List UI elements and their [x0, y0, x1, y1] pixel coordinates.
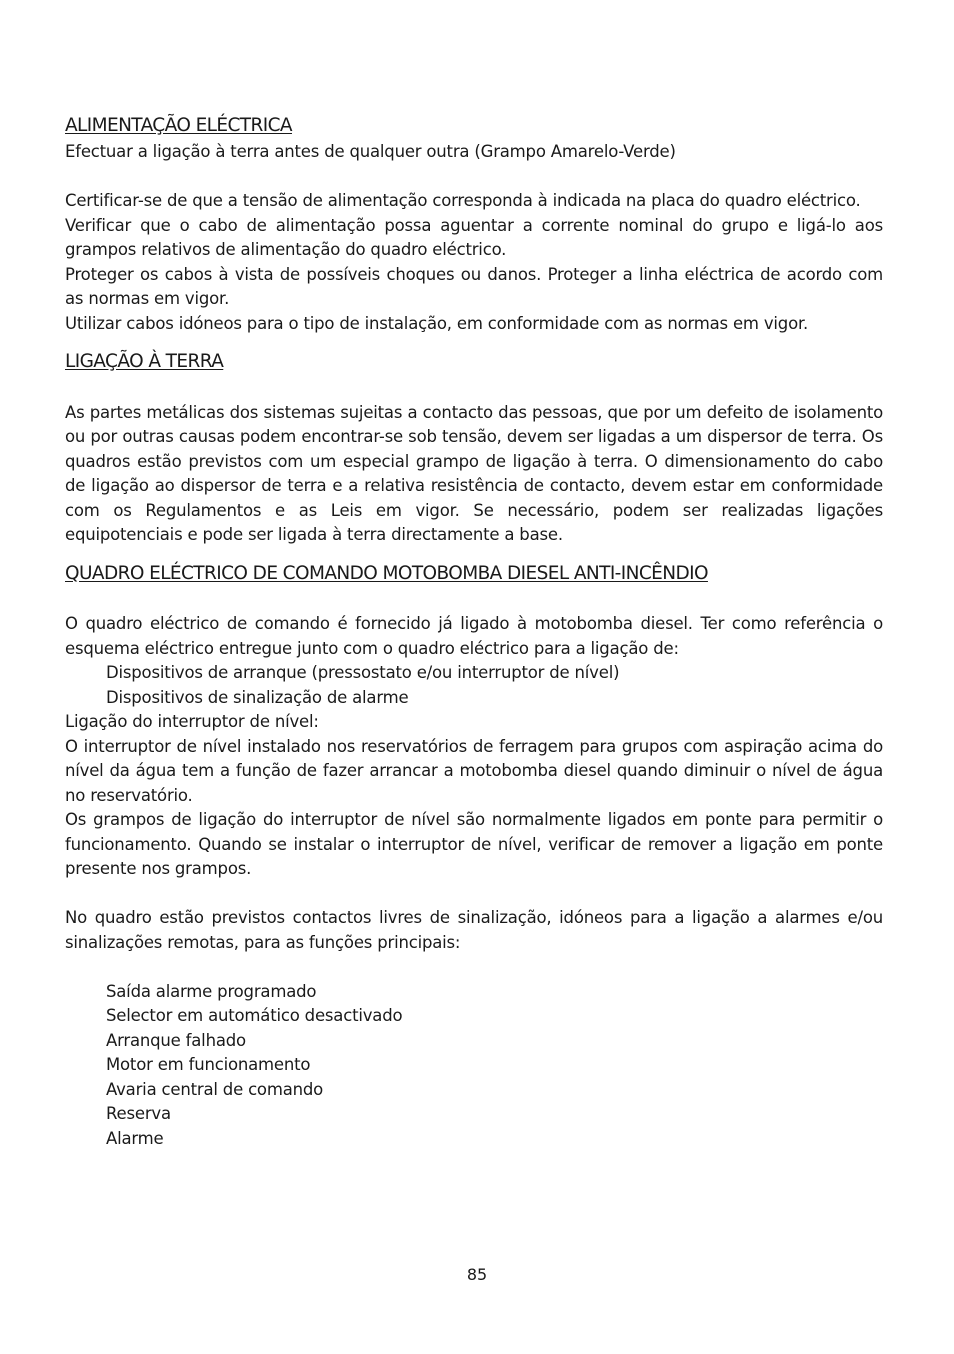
page-number: 85	[466, 1265, 488, 1284]
list-item: Motor em funcionamento	[106, 1055, 311, 1074]
paragraph: Certificar-se de que a tensão de alimentação corresponda à indicada na placa do quadro eléctrico.	[65, 191, 861, 210]
paragraph: O interruptor de nível instalado nos reservatórios de ferragem para grupos com aspiração acima do nível da água tem a função de fazer arrancar a motobomba diesel quando diminuir o nível de água no reservatório.	[65, 736, 883, 805]
spacer	[65, 955, 883, 980]
list-item: Saída alarme programado	[106, 981, 317, 1001]
document-page	[65, 112, 883, 1151]
list-item: Dispositivos de arranque (pressostato e/ou interruptor de nível)	[106, 663, 620, 682]
list-item: Reserva	[106, 1104, 171, 1123]
spacer	[65, 376, 883, 401]
spacer	[65, 588, 883, 613]
list-item: Selector em automático desactivado	[106, 1006, 403, 1025]
paragraph: Os grampos de ligação do interruptor de nível são normalmente ligados em ponte para permitir o funcionamento. Quando se instalar o interruptor de nível, verificar de remover a ligação em ponte presente nos grampos.	[65, 810, 883, 878]
paragraph: Utilizar cabos idóneos para o tipo de instalação, em conformidade com as normas em vigor.	[65, 313, 809, 333]
paragraph: Efectuar a ligação à terra antes de qualquer outra (Grampo Amarelo-Verde)	[65, 142, 676, 161]
spacer	[65, 882, 883, 907]
paragraph: O quadro eléctrico de comando é fornecido já ligado à motobomba diesel. Ter como referência o esquema eléctrico entregue junto com o quadro eléctrico para a ligação de:	[65, 614, 883, 658]
list-item: Arranque falhado	[106, 1030, 246, 1050]
section-heading-control-panel: QUADRO ELÉCTRICO DE COMANDO MOTOBOMBA DIESEL ANTI-INCÊNDIO	[65, 562, 708, 584]
paragraph: No quadro estão previstos contactos livres de sinalização, idóneos para a ligação a alarmes e/ou sinalizações remotas, para as funções principais:	[65, 908, 883, 952]
list-item: Avaria central de comando	[106, 1079, 324, 1099]
paragraph: Ligação do interruptor de nível:	[65, 712, 319, 731]
paragraph: As partes metálicas dos sistemas sujeitas a contacto das pessoas, que por um defeito de isolamento ou por outras causas podem encontrar-se sob tensão, devem ser ligadas a um dispersor de terra. Os quadros estão previstos com um especial grampo de ligação à terra. O dimensionamento do cabo de ligação ao dispersor de terra e a relativa resistência de contacto, devem estar em conformidade com os Regulamentos e as Leis em vigor. Se necessário, podem ser realizadas ligações equipotenciais e pode ser ligada à terra directamente a base.	[65, 402, 883, 544]
paragraph: Proteger os cabos à vista de possíveis choques ou danos. Proteger a linha eléctrica de acordo com as normas em vigor.	[65, 264, 883, 308]
spacer	[65, 165, 883, 190]
section-heading-power-supply: ALIMENTAÇÃO ELÉCTRICA	[65, 115, 292, 136]
section-heading-grounding: LIGAÇÃO À TERRA	[65, 351, 224, 372]
spacer	[65, 336, 883, 348]
list-item: Alarme	[106, 1128, 164, 1148]
spacer	[65, 548, 883, 560]
paragraph: Verificar que o cabo de alimentação possa aguentar a corrente nominal do grupo e ligá-lo aos grampos relativos de alimentação do quadro eléctrico.	[65, 215, 883, 259]
list-item: Dispositivos de sinalização de alarme	[106, 687, 409, 707]
